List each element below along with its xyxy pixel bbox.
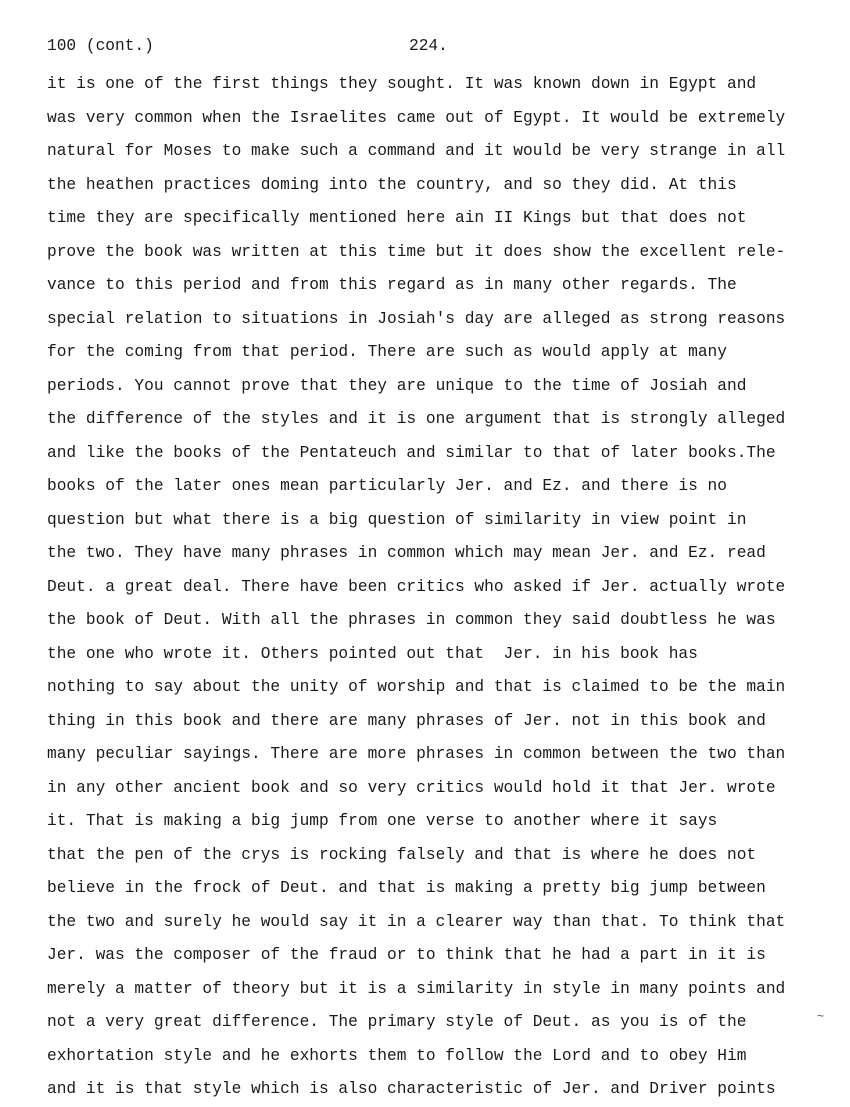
text-line: Jer. was the composer of the fraud or to think that he had a part in it is <box>47 946 766 964</box>
text-line: the two. They have many phrases in common which may mean Jer. and Ez. read <box>47 544 766 562</box>
text-line: believe in the frock of Deut. and that is making a pretty big jump between <box>47 879 766 897</box>
text-line: prove the book was written at this time but it does show the excellent rele- <box>47 242 786 261</box>
margin-mark: ~ <box>817 1010 825 1024</box>
text-line: Deut. a great deal. There have been critics who asked if Jer. actually wrote <box>47 577 786 596</box>
text-line: question but what there is a big question of similarity in view point in <box>47 510 747 529</box>
text-line: periods. You cannot prove that they are unique to the time of Josiah and <box>47 376 747 395</box>
text-line: the two and surely he would say it in a clearer way than that. To think that <box>47 912 786 931</box>
text-line: was very common when the Israelites came out of Egypt. It would be extremely <box>47 108 786 127</box>
section-reference: 100 (cont.) <box>47 37 154 55</box>
text-line: thing in this book and there are many phrases of Jer. not in this book and <box>47 711 766 730</box>
text-line: and like the books of the Pentateuch and similar to that of later books.The <box>47 443 776 462</box>
page-header <box>47 34 827 58</box>
text-line: nothing to say about the unity of worship and that is claimed to be the main <box>47 678 786 696</box>
text-line: the book of Deut. With all the phrases in common they said doubtless he was <box>47 611 776 629</box>
text-line: that the pen of the crys is rocking falsely and that is where he does not <box>47 845 757 864</box>
text-line: exhortation style and he exhorts them to follow the Lord and to obey Him <box>47 1046 747 1065</box>
text-line: not a very great difference. The primary style of Deut. as you is of the <box>47 1013 747 1031</box>
text-line: the one who wrote it. Others pointed out that Jer. in his book has <box>47 644 698 663</box>
text-line: special relation to situations in Josiah's day are alleged as strong reasons <box>47 309 786 328</box>
text-line: the difference of the styles and it is one argument that is strongly alleged <box>47 410 786 428</box>
text-line: it. That is making a big jump from one verse to another where it says <box>47 812 718 830</box>
text-line: many peculiar sayings. There are more phrases in common between the two than <box>47 745 786 763</box>
text-line: time they are specifically mentioned here ain II Kings but that does not <box>47 209 747 227</box>
page-number: 224. <box>409 37 448 55</box>
body-text <box>47 68 837 1107</box>
text-line: merely a matter of theory but it is a similarity in style in many points and <box>47 979 786 998</box>
text-line: natural for Moses to make such a command and it would be very strange in all <box>47 142 786 160</box>
text-line: and it is that style which is also characteristic of Jer. and Driver points <box>47 1080 776 1098</box>
text-line: vance to this period and from this regard as in many other regards. The <box>47 276 737 294</box>
text-line: for the coming from that period. There are such as would apply at many <box>47 343 727 361</box>
text-line: in any other ancient book and so very critics would hold it that Jer. wrote <box>47 778 776 797</box>
text-line: it is one of the first things they sought. It was known down in Egypt and <box>47 75 757 93</box>
text-line: books of the later ones mean particularly Jer. and Ez. and there is no <box>47 477 727 495</box>
text-line: the heathen practices doming into the country, and so they did. At this <box>47 175 737 194</box>
